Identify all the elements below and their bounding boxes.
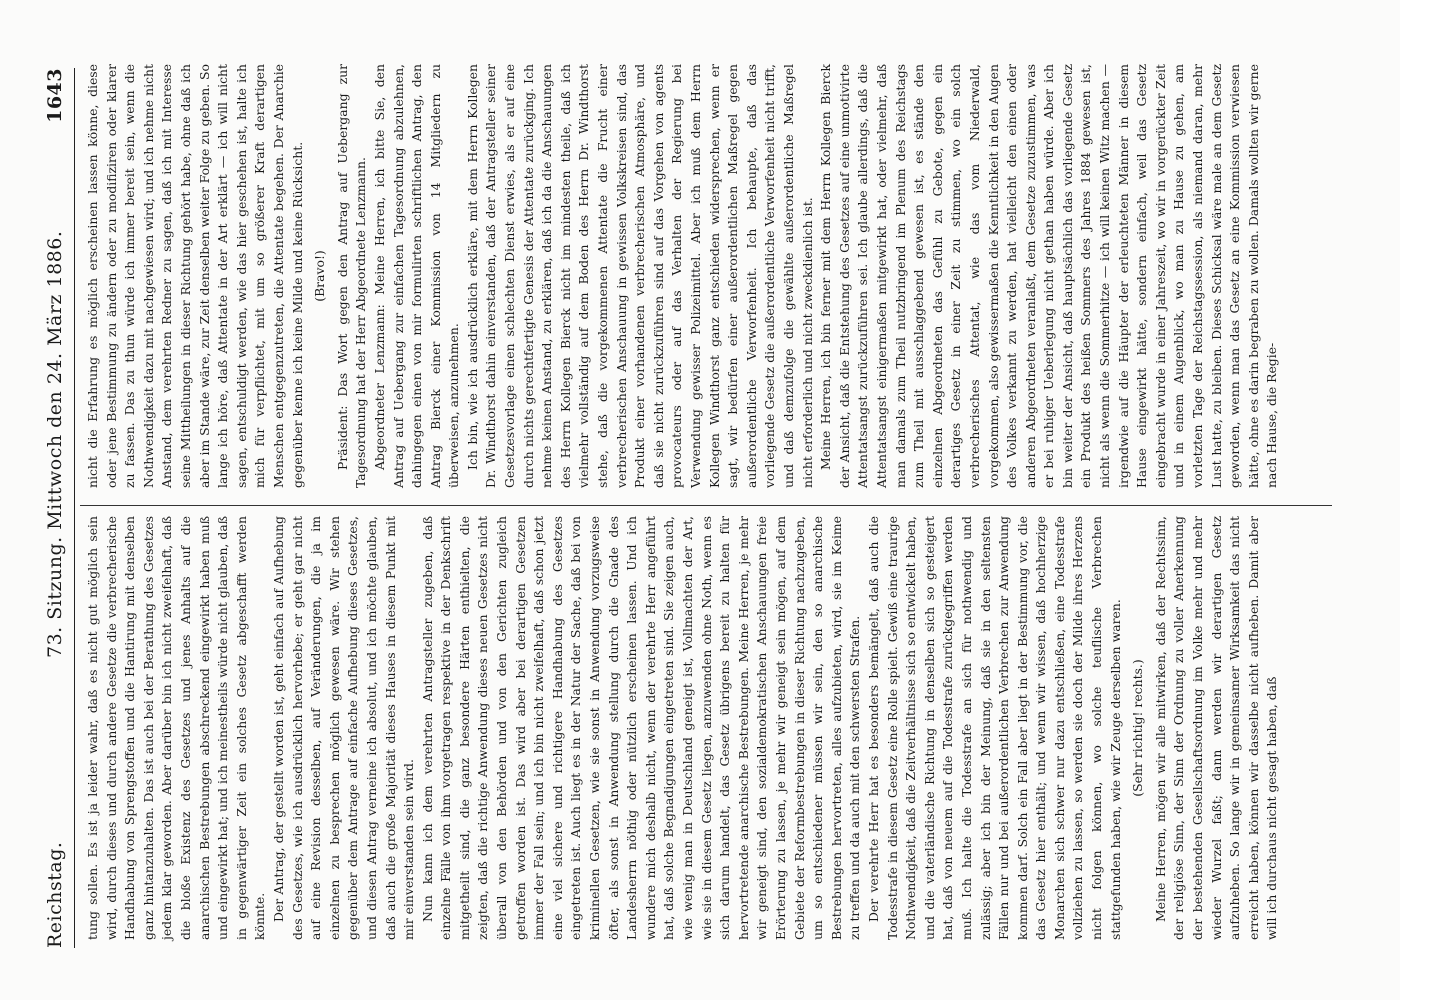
paragraph: Abgeordneter Lenzmann: Meine Herren, ich bitte Sie, den Antrag auf Uebergang zur einfachen Tagesordnung abzulehnen, dahingegen einen von mir formulirten schriftlichen Antrag, den Antrag Bierck einer Kommission von 14 Mitgliedern zu überweisen, anzunehmen.: [371, 64, 462, 488]
page-number: 1643: [44, 68, 66, 123]
interjection: (Sehr richtig! rechts.): [1130, 659, 1146, 797]
right-column: [84, 64, 1282, 488]
interjection: (Bravo!): [312, 250, 328, 302]
header-left: Reichstag.: [44, 841, 66, 948]
header-session-date: 73. Sitzung. Mittwoch den 24. März 1886.: [44, 230, 66, 658]
paragraph: tung sollen. Es ist ja leider wahr, daß es nicht gut möglich sein wird, durch dieses und durch andere Gesetze die verbrecherische Handhabung von Sprengstoffen und die Hantirung mit denselben ganz hintanzuhalten. Das ist auch bei der Berathung des Gesetzes jedem klar geworden. Aber darüber bin ich nicht zweifelhaft, daß die bloße Existenz des Gesetzes und jenes Anhalts auf die anarchischen Bestrebungen abschreckend eingewirkt haben muß und eingewirkt hat; und ich meinestheils würde nicht glauben, daß in gegenwärtiger Zeit ein solches Gesetz abgeschafft werden könnte.: [85, 516, 268, 940]
left-column: [84, 516, 1282, 940]
paragraph: Meine Herren, ich bin ferner mit dem Herrn Kollegen Bierck der Ansicht, daß die Entstehung des Gesetzes auf eine unmotivirte Attentatsangst zurückzuführen sei. Ich glaube allerdings, daß die Attentatsangst einigermaßen mitgewirkt hat, oder vielmehr, daß man damals zum Theil nutzbringend im Plenum des Reichstags zum Theil mit ausschlaggebend gewesen ist, es stände den einzelnen Abgeordneten das Gefühl zu Gebote, gegen ein derartiges Gesetz in einer Zeit zu stimmen, wo ein solch verbrecherisches Attentat, wie das vom Niederwald, vorgekommen, also gewissermaßen die Kenntlichkeit in den Augen des Volkes verkannt zu werden, hat vielleicht den einen oder anderen Abgeordneten veranlaßt, dem Gesetze zuzustimmen, was er bei ruhiger Ueberlegung nicht gethan haben würde. Aber ich bin weiter der Ansicht, daß hauptsächlich das vorliegende Gesetz ein Produkt des heißen Sommers des Jahres 1884 gewesen ist, nicht als wenn die Sommerhitze — ich will keinen Witz machen — irgendwie auf die Häupter der erleuchteten Männer in diesem Hause eingewirkt hätte, sondern einfach, weil das Gesetz eingebracht wurde in einer Jahreszeit, wo wir in vorgerückter Zeit und in einem Augenblick, wo man zu Hause zu gehen, am vorletzten Tage der Reichstagssession, als niemand daran, mehr Lust hatte, zu bleiben. Dieses Schicksal wäre male an dem Gesetz geworden, wenn man das Gesetz an eine Kommission verwiesen hätte, ohne es darin begraben zu wollen. Damals wollten wir gerne nach Hause, die Regie-: [818, 64, 1280, 488]
paragraph: Präsident: Das Wort gegen den Antrag auf Uebergang zur Tagesordnung hat der Herr Abgeordnete Lenzmann.: [334, 64, 369, 488]
digitization-credit: [1406, 40, 1426, 960]
paragraph: nicht die Erfahrung es möglich erscheinen lassen könne, diese oder jene Bestimmung zu ändern oder zu modifiziren oder klarer zu fassen. Das zu thun würde ich immer bereit sein, wenn die Nothwendigkeit dazu mit nachgewiesen wird; und ich nehme nicht Anstand, dem verehrten Redner zu sagen, daß ich mit Interesse seine Mittheilungen in dieser Richtung gehört habe, ohne daß ich aber im Stande wäre, zur Zeit denselben weiter Folge zu geben. So lange ich höre, daß Attentate in der Art erklärt — ich will nicht sagen, entschuldigt werden, wie das hier geschehen ist, halte ich mich für verpflichtet, mit um so größerer Kraft derartigen Menschen entgegenzutreten, die Attentate begehen. Der Anarchie gegenüber kenne ich keine Milde und keine Rücksicht.: [85, 63, 305, 488]
paragraph: Der Antrag, der gestellt worden ist, geht einfach auf Aufhebung des Gesetzes, wie ich ausdrücklich hervorhebe; er geht gar nicht auf eine Revision desselben, auf Veränderungen, die ja im einzelnen zu besprechen möglich gewesen wäre. Wir stehen gegenüber dem Antrage auf einfache Aufhebung dieses Gesetzes, und diesen Antrag verneine ich absolut, und ich möchte glauben, daß auch die große Majorität dieses Hauses in diesem Punkt mit mir einverstanden sein wird.: [270, 516, 417, 940]
paragraph: Ich bin, wie ich ausdrücklich erkläre, mit dem Herrn Kollegen Dr. Windthorst dahin einverstanden, daß der Antragsteller seiner Gesetzesvorlage einen schlechten Dienst erwies, als er auf eine durch nichts gerechtfertigte Genesis der Attentate zurückging. Ich nehme keinen Anstand, zu erklären, daß ich da die Anschauungen des Herrn Kollegen Bierck nicht im mindesten theile, daß ich vielmehr vollständig auf dem Boden des Herrn Dr. Windthorst stehe, daß die vorgekommenen Attentate die Frucht einer verbrecherischen Anschauung in gewissen Volkskreisen sind, das Produkt einer vorhandenen verbrecherischen Atmosphäre, und daß sie nicht zurückzuführen sind auf das Vorgehen von agents provocateurs oder auf das Verhalten der Regierung bei Verwendung gewisser Polizeimittel. Aber ich muß dem Herrn Kollegen Windthorst ganz entschieden widersprechen, wenn er sagt, wir bedürfen einer außerordentlichen Maßregel gegen außerordentliche Verworfenheit. Ich behaupte, daß das vorliegende Gesetz die außerordentliche Verworfenheit nicht trifft, und daß demzufolge die gewählte außerordentliche Maßregel nicht erforderlich und nicht zweckdienlich ist.: [464, 64, 815, 488]
paragraph: Der verehrte Herr hat es besonders bemängelt, daß auch die Todesstrafe in diesem Gesetz eine Rolle spielt. Gewiß eine traurige Nothwendigkeit, daß die Zeitverhältnisse sich so entwickelt haben, und die vaterländische Richtung in denselben sich so gesteigert hat, daß von neuem auf die Todesstrafe zurückgegriffen werden muß. Ich halte die Todesstrafe an sich für nothwendig und zulässig; aber ich bin der Meinung, daß sie in den seltensten Fällen nur und bei außerordentlichen Verbrechen zur Anwendung kommen darf. Solch ein Fall aber liegt in der Bestimmung vor, die das Gesetz hier enthält; und wenn wir wissen, daß hochherzige Monarchen sich schwer nur dazu entschließen, eine Todesstrafe vollziehen zu lassen, so werden sie doch der Milde ihres Herzens nicht folgen können, wo solche teuflische Verbrechen stattgefunden haben, wie wir Zeuge derselben waren.: [865, 516, 1123, 940]
column-divider: [80, 505, 1332, 506]
paragraph: Meine Herren, mögen wir alle mitwirken, daß der Rechtssinn, der religiöse Sinn, der Sinn der Ordnung zu voller Anerkennung der bestehenden Gesellschaftsordnung im Volke mehr und mehr wieder Wurzel faßt; dann werden wir derartigen Gesetz aufzuheben. So lange wir in gemeinsamer Wirksamkeit das nicht erreicht haben, können wir dasselbe nicht aufheben. Damit aber will ich durchaus nicht gesagt haben, daß: [1152, 516, 1280, 940]
page-header: [40, 68, 75, 948]
paragraph: Nun kann ich dem verehrten Antragsteller zugeben, daß einzelne Fälle von ihm vorgetragen respektive in der Denkschrift mitgetheilt sind, die ganz besondere Härten enthielten, die zeigten, daß die richtige Anwendung dieses neuen Gesetzes nicht überall von den Behörden und von den Gerichten zugleich getroffen worden ist. Das wird aber bei derartigen Gesetzen immer der Fall sein; und ich bin nicht zweifelhaft, daß schon jetzt eine viel sichere und richtigere Handhabung des Gesetzes eingetreten ist. Auch liegt es in der Natur der Sache, daß bei von kriminellen Gesetzen, wie sie sonst in Anwendung vorzugsweise öfter, als sonst in Anwendung stellung durch die Gnade des Landesherrn nöthig oder nützlich erscheinen lassen. Und ich wundere mich deshalb nicht, wenn der verehrte Herr angeführt hat, daß solche Begnadigungen eingetreten sind. Sie zeigen auch, wie wenig man in Deutschland geneigt ist, Vollmachten der Art, wie sie in diesem Gesetz liegen, anzuwenden ohne Noth, wenn es sich darum handelt, das Gesetz übrigens bereit zu halten für hervortretende anarchische Bestrebungen. Meine Herren, je mehr wir geneigt sind, den sozialdemokratischen Anschauungen freie Erörterung zu lassen, je mehr wir geneigt sein mögen, auf dem Gebiete der Reformbestrebungen in dieser Richtung nachzugeben, um so entschiedener müssen wir sein, den so anarchische Bestrebungen hervortreten, alles aufzubieten, wird, sie im Keime zu treffen und da auch mit den schwersten Strafen.: [419, 516, 863, 940]
